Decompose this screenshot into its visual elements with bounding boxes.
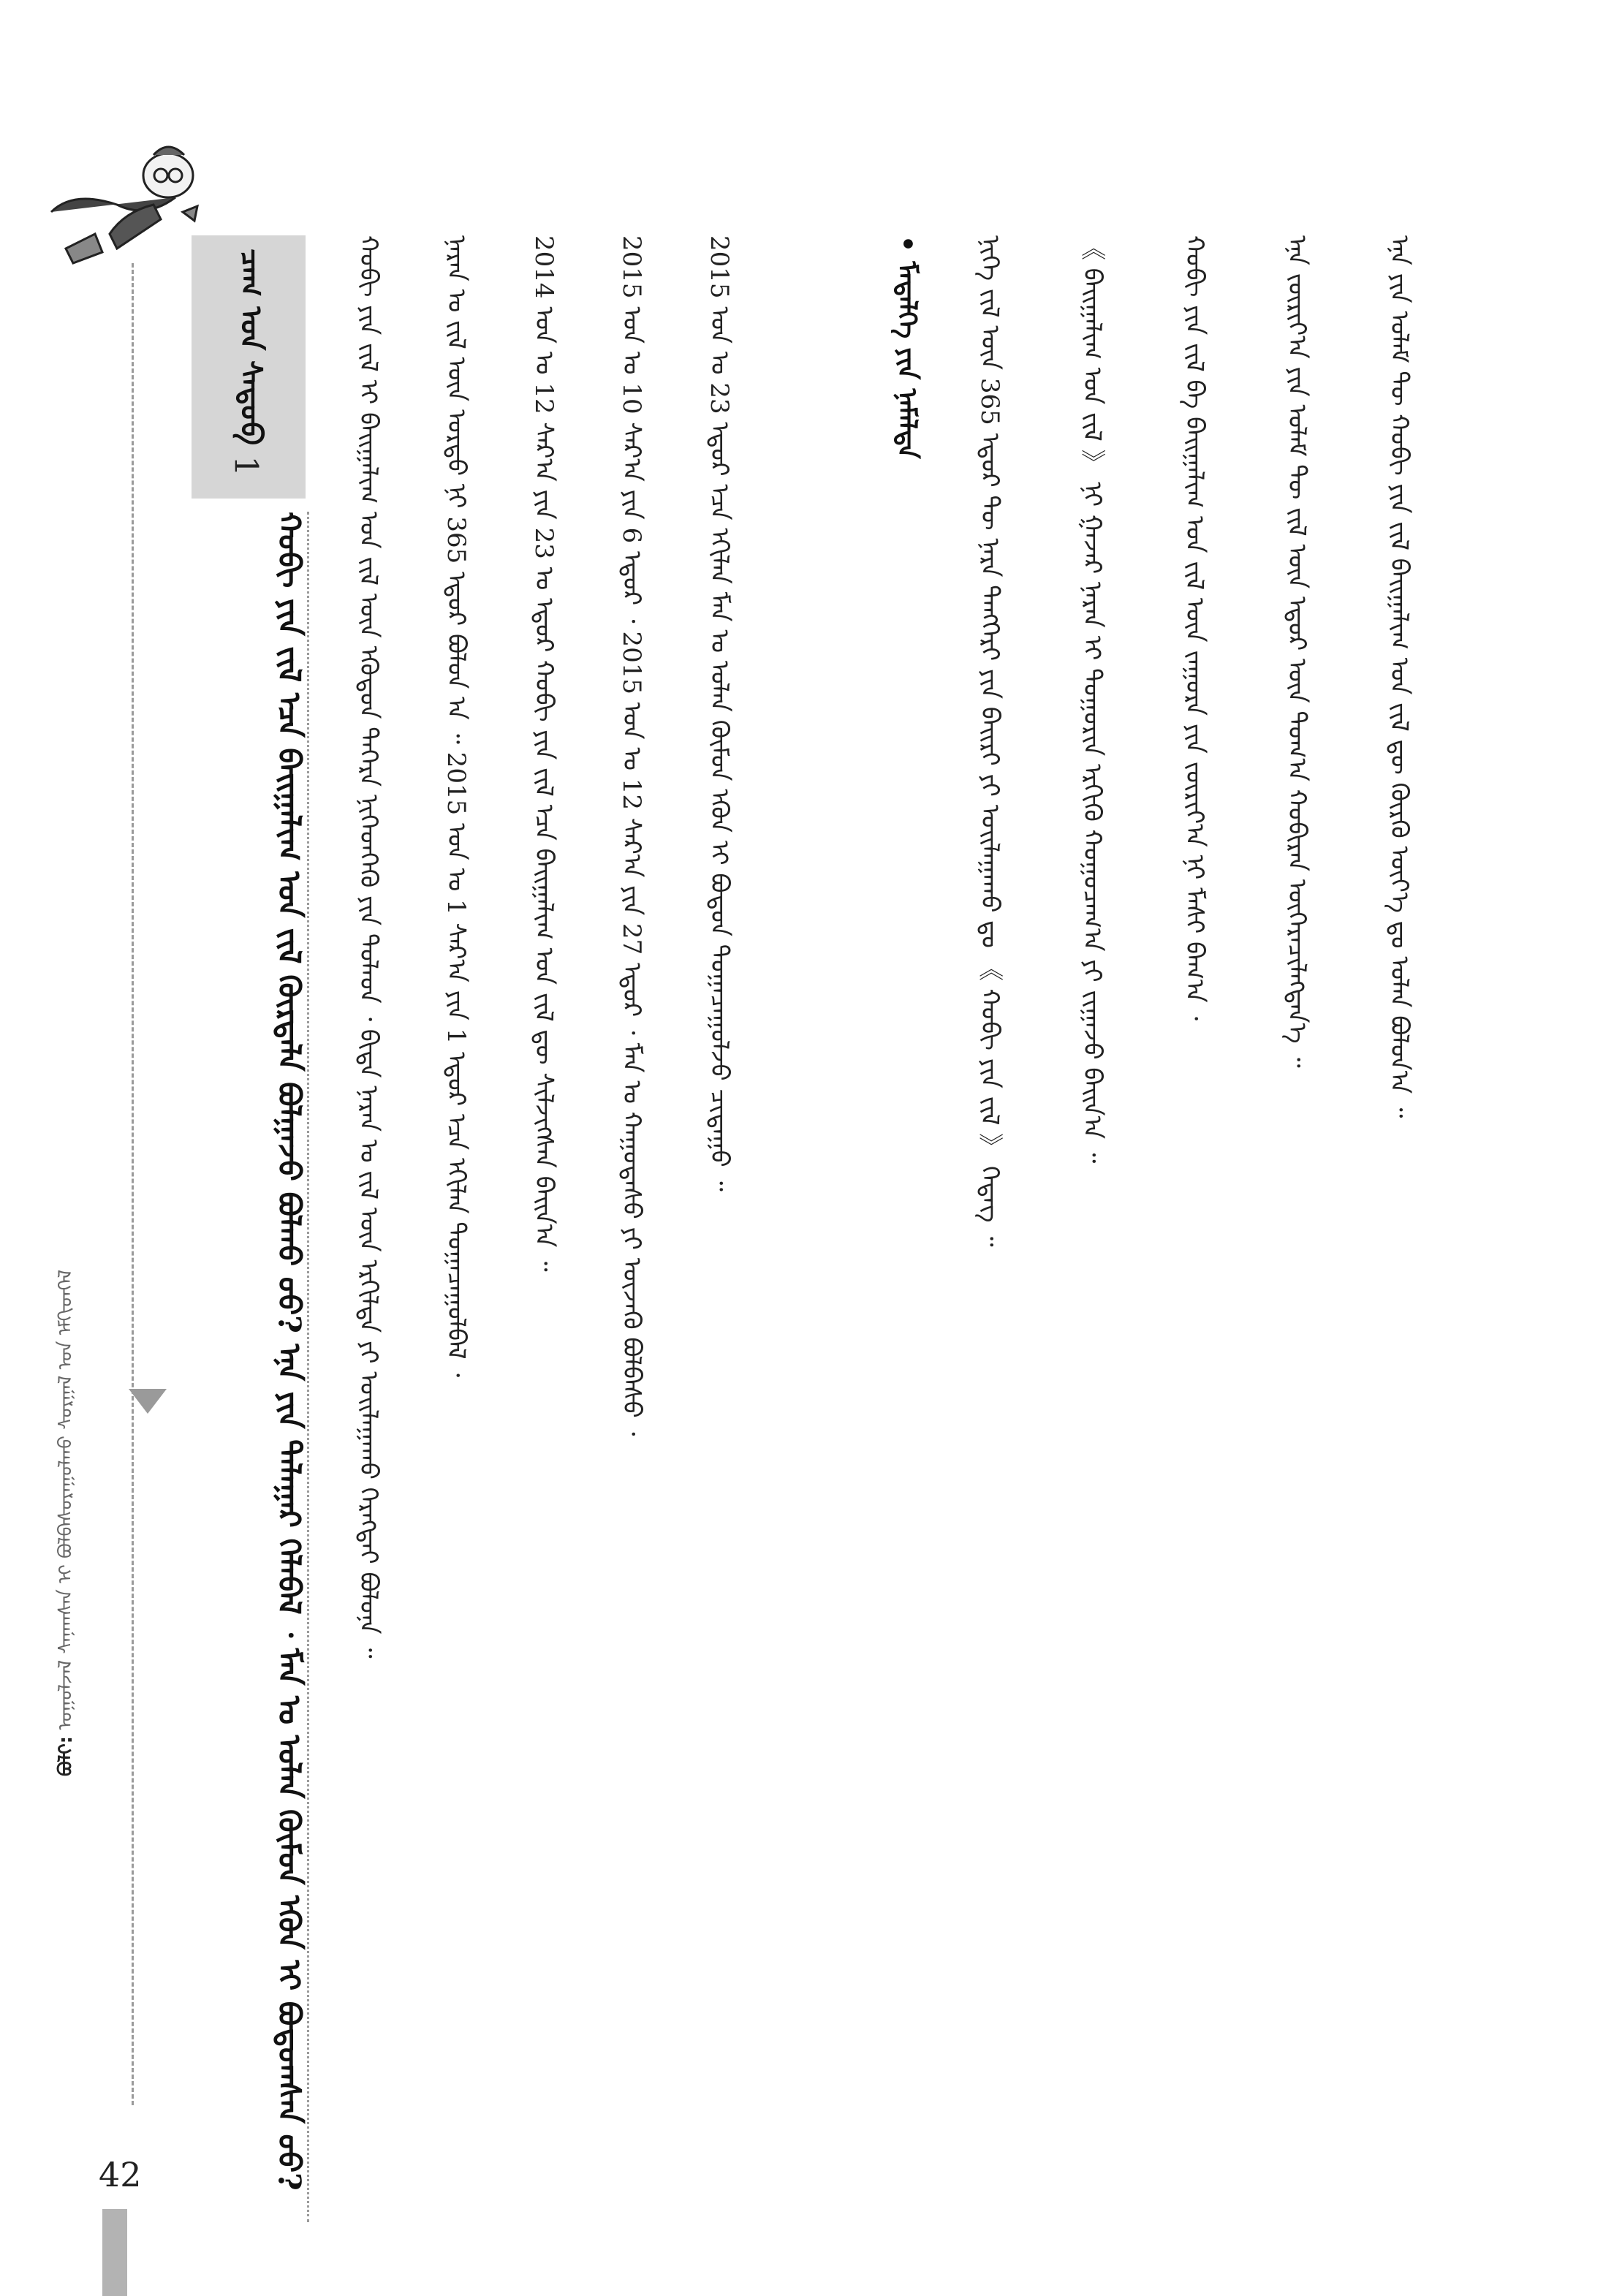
answer-paragraph: 2015 ᠣᠨ ᠤ 23 ᠡᠳᠦᠷ ᠡᠴᠡ ᠡᠬᠢᠯᠡᠨ ᠮᠠᠨ ᠤ ᠣᠯᠠᠨ ᠬᠦᠮᠦᠨ ᠡᠭᠦᠨ ᠢ ᠪᠣᠳᠣᠨ ᠲᠣᠭᠠᠴᠠᠭᠤᠯᠵᠤ ᠴᠢᠳᠠᠭᠤ ᠃ xyxy=(704,235,734,1191)
chapter-title: ᠴᠠᠭ ᠤᠨ ᠰᠡᠳᠦᠪ xyxy=(234,249,268,446)
running-head-label: ᠪᠣᠯᠢ: xyxy=(55,1735,77,1776)
answer-paragraph: 2014 ᠣᠨ ᠤ 12 ᠰᠠᠷ᠎ᠠ ᠶᠢᠨ 23 ᠤ ᠡᠳᠦᠷ ᠬᠤᠪᠢ ᠶᠢᠨ ᠵᠢᠯ ᠡᠴᠡ ᠪᠠᠢᠭᠠᠯᠢᠭ ᠤᠨ ᠵᠢᠯ ᠳᠦ ᠰᠢᠯᠵᠢᠭᠰᠡᠨ ᠪᠠᠢᠨ᠎ᠠ ᠃ xyxy=(528,235,558,1272)
question-heading: ᠬᠤᠪᠢ ᠶᠢᠨ ᠵᠢᠯ ᠡᠴᠡ ᠪᠠᠢᠭᠠᠯᠢᠭ ᠤᠨ ᠵᠢᠯ ᠬᠦᠷᠲᠡᠯᠡ ᠪᠣᠯᠭᠠᠵᠤ ᠪᠣᠯᠬᠤ ᠤᠤ? ᠡᠨᠡ ᠶᠢᠨ ᠲᠠᠯᠠᠭᠠᠷ ᠬᠡᠯᠡᠪᠡᠯ ᠂ ᠮᠠᠨ ᠤ ᠣᠯᠠᠨ ᠬᠦᠮᠦᠨ ᠡᠭᠦᠨ ᠢ ᠪᠣᠳᠣᠭᠰᠠᠨ ᠤᠤ? xyxy=(271,512,308,2191)
triangle-marker-icon xyxy=(129,1389,167,1414)
answer-paragraph: ᠨᠠᠷᠠᠨ ᠤ ᠵᠢᠯ ᠦᠨ ᠤᠷᠲᠤ ᠨᠢ 365 ᠡᠳᠦᠷ ᠪᠣᠯᠤᠨ ᠠ ᠃ 2015 ᠣᠨ ᠤ 1 ᠰᠠᠷ᠎ᠠ ᠶᠢᠨ 1 ᠡᠳᠦᠷ ᠡᠴᠡ ᠡᠬᠢᠯᠡᠨ ᠲᠣᠭᠠᠴᠠᠭᠤᠯᠪᠠᠯ ᠂ xyxy=(441,235,471,1378)
section-heading: • ᠮᠡᠳᠡᠯᠭᠡ ᠶᠢᠨ ᠨᠡᠮᠡᠯᠲᠡ xyxy=(892,235,922,459)
answer-paragraph: 2015 ᠣᠨ ᠤ 10 ᠰᠠᠷ᠎ᠠ ᠶᠢᠨ 6 ᠡᠳᠦᠷ ᠂ 2015 ᠣᠨ ᠤ 12 ᠰᠠᠷ᠎ᠠ ᠶᠢᠨ 27 ᠡᠳᠦᠷ ᠂ ᠮᠠᠨ ᠤ ᠬᠠᠭᠤᠳᠠᠰᠤ ᠶᠢ ᠦᠵᠡᠬᠦ ᠪᠣᠯᠪᠠᠰᠤ ᠂ xyxy=(616,235,646,1436)
section-paragraph: ᠡᠨᠡ ᠶᠢᠨ ᠤᠯᠠᠮ ᠲᠦ ᠬᠤᠪᠢ ᠶᠢᠨ ᠵᠢᠯ ᠪᠠᠢᠭᠠᠯᠢᠭ ᠤᠨ ᠵᠢᠯ ᠳᠦ ᠬᠦᠷᠬᠦ ᠦᠶ᠎ᠡ ᠳᠤ ᠣᠯᠠᠨ ᠪᠣᠯᠤᠨ᠎ᠠ ᠃ xyxy=(1384,235,1414,1118)
running-head xyxy=(44,1270,77,1776)
question-divider xyxy=(307,512,309,2222)
section-paragraph: ᠡᠨᠡ ᠵᠥᠷᠢᠶ᠎ᠠ ᠶᠢᠨ ᠤᠯᠠᠮ ᠲᠦ ᠵᠢᠯ ᠦᠨ ᠡᠳᠦᠷ ᠦᠨ ᠲᠣᠭ᠎ᠠ ᠬᠤᠪᠢᠷᠠᠨ ᠥᠭᠡᠷᠡᠴᠢᠯᠡᠭᠳᠡᠨ᠎ᠡ ᠃ xyxy=(1281,235,1311,1068)
section-paragraph: ᠨᠢᠭᠡ ᠵᠢᠯ ᠦᠨ 365 ᠡᠳᠦᠷ ᠲᠦ ᠨᠠᠷᠠ ᠲᠡᠩᠭᠡᠷᠢ ᠶᠢᠨ ᠪᠠᠢᠷᠢ ᠶᠢ ᠣᠢᠯᠠᠭᠠᠬᠤ ᠳᠤ 《 ᠬᠤᠪᠢ ᠶᠢᠨ ᠵᠢᠯ 》 ᠭᠡᠳᠡᠭ ᠃ xyxy=(974,235,1004,1247)
margin-dashed-rule xyxy=(132,263,134,2105)
section-paragraph: ᠬᠤᠪᠢ ᠶᠢᠨ ᠵᠢᠯ ᠪᠠ ᠪᠠᠢᠭᠠᠯᠢᠭ ᠤᠨ ᠵᠢᠯ ᠦᠨ ᠵᠠᠭᠤᠷᠠ ᠶᠢᠨ ᠵᠥᠷᠢᠶ᠎ᠠ ᠨᠢ ᠮᠠᠰᠢ ᠪᠠᠭ᠎ᠠ ᠂ xyxy=(1179,235,1209,1021)
answer-paragraph: ᠬᠤᠪᠢ ᠶᠢᠨ ᠵᠢᠯ ᠢ ᠪᠠᠢᠭᠠᠯᠢᠭ ᠤᠨ ᠵᠢᠯ ᠦᠨ ᠡᠭᠦᠳᠦᠨ ᠳᠡᠭᠡᠷᠡ ᠨᠢᠭᠡᠳᠬᠡᠬᠦ ᠶᠢᠨ ᠲᠤᠯᠠᠳ ᠂ ᠪᠢᠳᠡ ᠨᠠᠷᠠᠨ ᠤ ᠵᠢᠯ ᠦᠨ ᠡᠷᠭᠢᠯᠲᠡ ᠶᠢ ᠣᠢᠯᠠᠭᠠᠬᠤ ᠬᠡᠷᠡᠭᠲᠡᠢ ᠪᠣᠯᠤᠨᠠ ᠃ xyxy=(353,235,383,1659)
chapter-number: 1 xyxy=(227,455,265,477)
running-head-text: ᠤᠭᠤᠯᠵᠠᠯ ᠰᠠᠨᠠᠭᠰᠠᠨ ᠢ ᠪᠣᠯᠪᠠᠰᠤᠷᠠᠭᠤᠯᠬᠤ ᠰᠤᠷᠭᠠᠯ ᠤᠨ ᠡᠮᠬᠢᠳᠬᠡᠯ xyxy=(55,1269,77,1730)
page-number: 42 xyxy=(99,2155,142,2194)
mascot-illustration-icon xyxy=(29,124,205,278)
section-paragraph: 《 ᠪᠠᠢᠭᠠᠯᠢᠭ ᠤᠨ ᠵᠢᠯ 》 ᠨᠢ ᠭᠠᠵᠠᠷ ᠨᠠᠷᠠᠨ ᠢ ᠲᠣᠭᠣᠷᠢᠨ ᠡᠷᠭᠢᠬᠦ ᠬᠤᠭᠤᠴᠠᠭ᠎ᠠ ᠶᠢ ᠵᠢᠭᠠᠵᠤ ᠪᠠᠢᠨ᠎ᠠ ᠃ xyxy=(1077,235,1107,1164)
page-edge-tab xyxy=(102,2209,127,2296)
